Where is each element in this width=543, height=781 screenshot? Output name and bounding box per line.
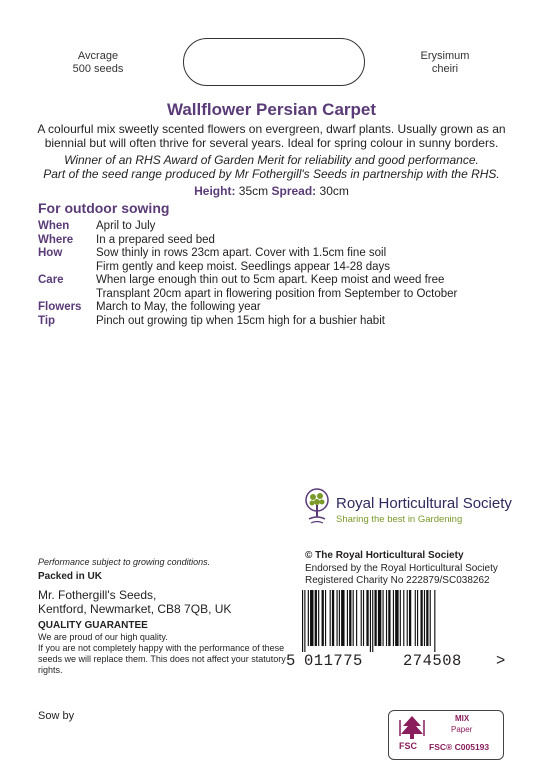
barcode-bar <box>388 590 390 646</box>
barcode <box>300 590 500 652</box>
row-label <box>38 261 96 275</box>
dimensions <box>22 184 521 198</box>
barcode-bar <box>353 590 354 646</box>
barcode-group-1: 011775 <box>304 652 363 670</box>
rhs-charity: Registered Charity No 222879/SC038262 <box>305 575 490 586</box>
fsc-paper: Paper <box>451 725 473 734</box>
sowing-row <box>38 301 518 315</box>
barcode-bar <box>315 590 317 646</box>
row-label <box>38 288 96 302</box>
seed-count-line1: Avcrage <box>77 50 119 62</box>
sow-by-label: Sow by <box>38 710 75 722</box>
barcode-bar <box>318 590 319 646</box>
spread-value: 30cm <box>319 184 349 198</box>
sowing-row <box>38 220 518 234</box>
latin-name-line1: Erysimum <box>420 50 470 62</box>
barcode-bar <box>403 590 404 646</box>
barcode-bar <box>407 590 408 646</box>
barcode-bar <box>304 590 305 652</box>
sowing-heading: For outdoor sowing <box>38 200 170 216</box>
height-value: 35cm <box>238 184 269 198</box>
latin-name <box>405 50 485 76</box>
barcode-bar <box>308 590 309 646</box>
packed-in: Packed in UK <box>38 571 102 582</box>
row-text: Firm gently and keep moist. Seedlings appear 14-28 days <box>96 260 391 273</box>
row-text: Transplant 20cm apart in flowering position from September to October <box>96 287 458 300</box>
sowing-row <box>38 247 518 261</box>
height-label: Height: <box>194 184 236 198</box>
rhs-copyright: © The Royal Horticultural Society <box>305 550 464 561</box>
barcode-bar <box>434 590 435 652</box>
barcode-bar <box>332 590 334 646</box>
row-text: March to May, the following year <box>96 301 261 313</box>
barcode-bar <box>378 590 381 646</box>
address-line-1: Mr. Fothergill's Seeds, <box>38 588 157 602</box>
barcode-bar <box>430 590 431 646</box>
barcode-bar <box>363 590 364 646</box>
barcode-bar <box>372 590 373 652</box>
row-text: April to July <box>96 220 156 232</box>
barcode-bar <box>370 590 371 652</box>
seed-count-line2: 500 seeds <box>72 63 124 75</box>
description-block <box>22 122 521 198</box>
fsc-badge <box>388 710 504 760</box>
barcode-bar <box>349 590 351 646</box>
award-line-2: Part of the seed range produced by Mr Fothergill's Seeds in partnership with the RHS. <box>43 167 500 181</box>
barcode-group-2: 274508 <box>403 652 462 670</box>
barcode-bar <box>424 590 425 646</box>
barcode-end-mark: > <box>496 652 506 670</box>
description: A colourful mix sweetly scented flowers on evergreen, dwarf plants. Usually grown as an biennial but will often thrive for several years. Ideal for spring colour in sunny borders. <box>37 122 506 150</box>
barcode-bar <box>302 590 303 652</box>
rhs-tagline: Sharing the best in Gardening <box>336 514 463 525</box>
fsc-mix: MIX <box>455 714 470 723</box>
barcode-bar <box>386 590 387 646</box>
sowing-row <box>38 288 518 302</box>
sowing-row <box>38 274 518 288</box>
barcode-bar <box>417 590 418 646</box>
fsc-code: FSC® C005193 <box>429 742 490 752</box>
barcode-bar <box>322 590 324 646</box>
latin-name-line2: cheiri <box>431 63 459 75</box>
barcode-bar <box>374 590 376 646</box>
address <box>38 588 231 616</box>
sowing-row <box>38 315 518 329</box>
barcode-bar <box>310 590 313 646</box>
barcode-bar <box>409 590 411 646</box>
fsc-tree-icon <box>397 714 427 740</box>
fsc-label: FSC <box>399 741 417 751</box>
barcode-bar <box>395 590 398 646</box>
quality-heading: QUALITY GUARANTEE <box>38 620 148 631</box>
barcode-bar <box>325 590 326 646</box>
row-label: How <box>38 247 63 259</box>
row-text: Pinch out growing tip when 15cm high for a bushier habit <box>96 314 385 327</box>
row-label: Where <box>38 233 74 246</box>
rhs-tree-logo <box>303 487 331 527</box>
address-line-2: Kentford, Newmarket, CB8 7QB, UK <box>38 602 232 616</box>
barcode-bar <box>426 590 428 646</box>
row-text: Sow thinly in rows 23cm apart. Cover with 1.5cm fine soil <box>96 247 387 259</box>
sowing-row <box>38 261 518 275</box>
spread-label: Spread: <box>271 184 317 198</box>
award-line-1: Winner of an RHS Award of Garden Merit for reliability and good performance. <box>64 153 479 167</box>
barcode-first-digit: 5 <box>286 652 296 670</box>
row-text: When large enough thin out to 5cm apart. Keep moist and weed free <box>96 274 445 286</box>
row-label: When <box>38 220 70 232</box>
barcode-bar <box>383 590 384 646</box>
product-title: Wallflower Persian Carpet <box>166 100 377 119</box>
rhs-name: Royal Horticultural Society <box>336 495 512 512</box>
seed-count <box>58 50 138 76</box>
barcode-bar <box>393 590 394 646</box>
rhs-endorsed: Endorsed by the Royal Horticultural Society <box>305 563 498 574</box>
barcode-bar <box>347 590 348 646</box>
row-label: Care <box>38 274 64 286</box>
barcode-bar <box>366 590 368 646</box>
row-label: Tip <box>38 314 56 327</box>
hang-hole <box>183 38 365 86</box>
quality-text: We are proud of our high quality. If you are not completely happy with the performance of these seeds we will replace them. This does not affect your statutory rights. <box>38 632 286 675</box>
barcode-bar <box>337 590 338 646</box>
barcode-bar <box>420 590 422 646</box>
barcode-bar <box>339 590 340 646</box>
sowing-row <box>38 234 518 248</box>
sowing-table <box>38 220 518 328</box>
barcode-bar <box>415 590 416 646</box>
row-label: Flowers <box>38 301 82 313</box>
barcode-bar <box>400 590 401 646</box>
row-text: In a prepared seed bed <box>96 233 215 246</box>
barcode-bar <box>361 590 362 646</box>
barcode-bar <box>330 590 331 646</box>
performance-note: Performance subject to growing conditions. <box>38 557 211 567</box>
barcode-bar <box>341 590 344 646</box>
barcode-bar <box>356 590 357 646</box>
